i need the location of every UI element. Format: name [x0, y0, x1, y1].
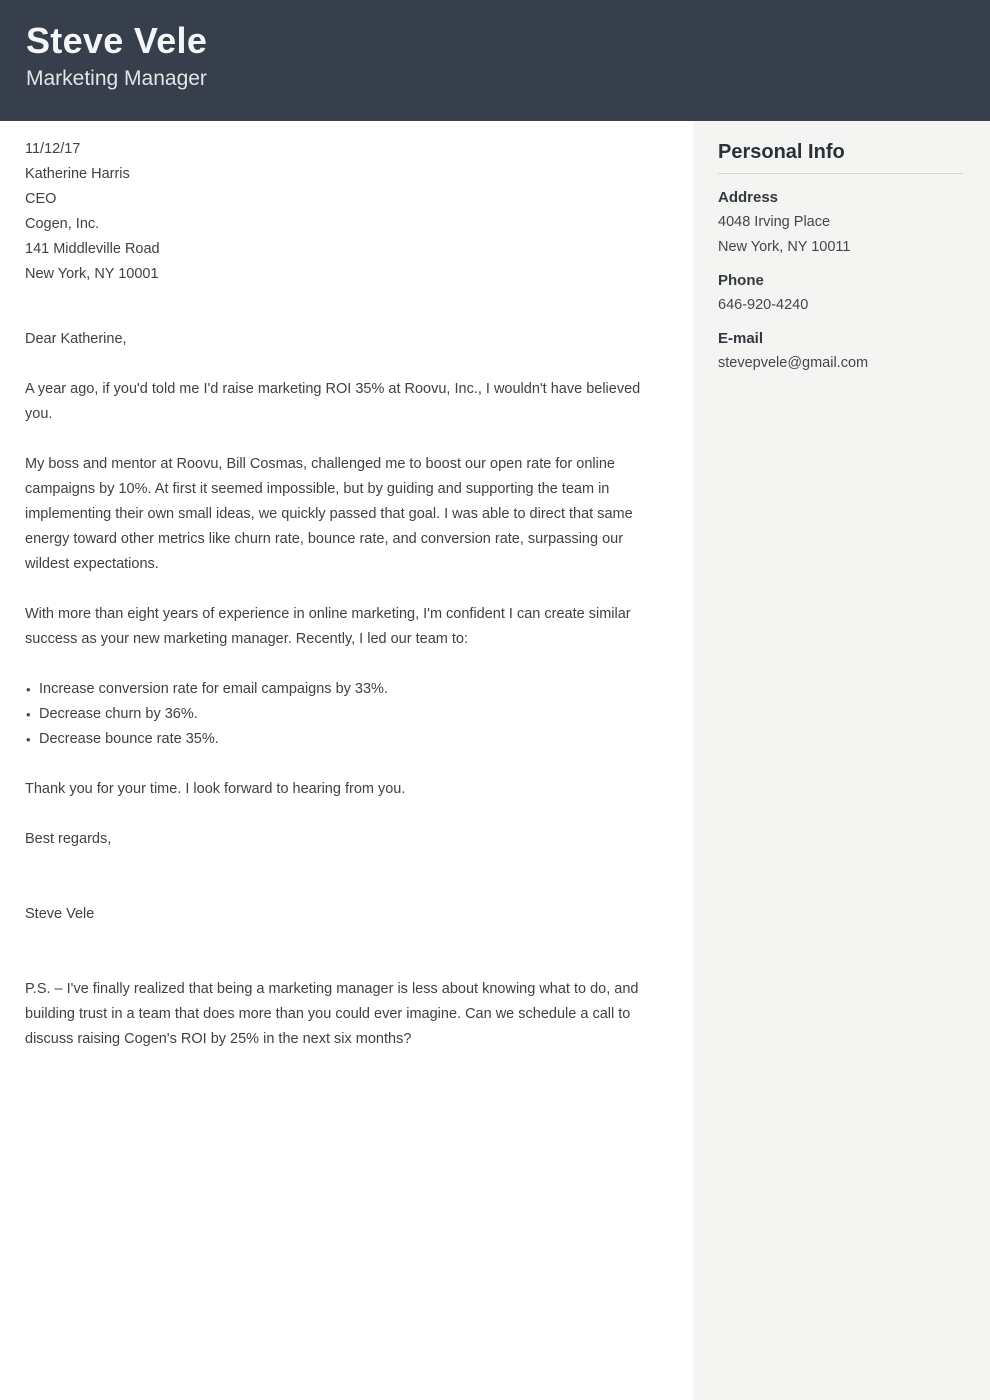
recipient-company: Cogen, Inc. [25, 216, 100, 232]
phone-value: 646-920-4240 [718, 297, 809, 313]
salutation: Dear Katherine, [25, 331, 127, 347]
letter-paragraph: A year ago, if you'd told me I'd raise marketing ROI 35% at Roovu, Inc., I wouldn't have believed you. [25, 381, 641, 422]
recipient-city: New York, NY 10001 [25, 266, 159, 282]
sidebar-section-phone [718, 268, 963, 318]
sidebar-title: Personal Info [718, 141, 845, 163]
postscript: P.S. – I've finally realized that being a marketing manager is less about knowing what to do, and building trust in a team that does more than you could ever imagine. Can we schedule a call to discuss raising Cogen's ROI by 25% in the next six months? [25, 981, 639, 1047]
recipient-street: 141 Middleville Road [25, 241, 160, 257]
recipient-role: CEO [25, 191, 57, 207]
signature-name: Steve Vele [25, 906, 95, 922]
personal-info-sidebar [693, 121, 990, 1400]
address-line: 4048 Irving Place [718, 214, 831, 230]
recipient-block [25, 162, 663, 287]
achievement-item: • Increase conversion rate for email campaigns by 33%. [25, 677, 663, 702]
closing-paragraph: Thank you for your time. I look forward to hearing from you. [25, 781, 406, 797]
candidate-name: Steve Vele [26, 20, 208, 61]
letter-body [0, 121, 693, 1400]
address-label: Address [718, 189, 779, 206]
valediction: Best regards, [25, 831, 112, 847]
email-value: stevepvele@gmail.com [718, 355, 869, 371]
achievement-item: • Decrease churn by 36%. [25, 702, 663, 727]
letter-paragraph: With more than eight years of experience in online marketing, I'm confident I can create similar success as your new marketing manager. Recently, I led our team to: [25, 606, 631, 647]
content-columns [0, 121, 990, 1400]
header-band [0, 0, 990, 121]
address-line: New York, NY 10011 [718, 239, 851, 255]
sidebar-section-address [718, 185, 963, 260]
sidebar-divider [718, 173, 963, 174]
candidate-job-title: Marketing Manager [26, 67, 207, 90]
letter-date: 11/12/17 [25, 141, 81, 157]
recipient-name: Katherine Harris [25, 166, 130, 182]
letter-paragraph: My boss and mentor at Roovu, Bill Cosmas, challenged me to boost our open rate for online campaigns by 10%. At first it seemed impossible, but by guiding and supporting the team in implementing their own small ideas, we quickly passed that goal. I was able to direct that same energy toward other metrics like churn rate, bounce rate, and conversion rate, surpassing our wildest expectations. [25, 456, 633, 572]
email-label: E-mail [718, 330, 764, 347]
achievement-item: • Decrease bounce rate 35%. [25, 727, 663, 752]
phone-label: Phone [718, 272, 764, 289]
achievements-list [25, 677, 663, 752]
sidebar-section-email [718, 326, 963, 376]
